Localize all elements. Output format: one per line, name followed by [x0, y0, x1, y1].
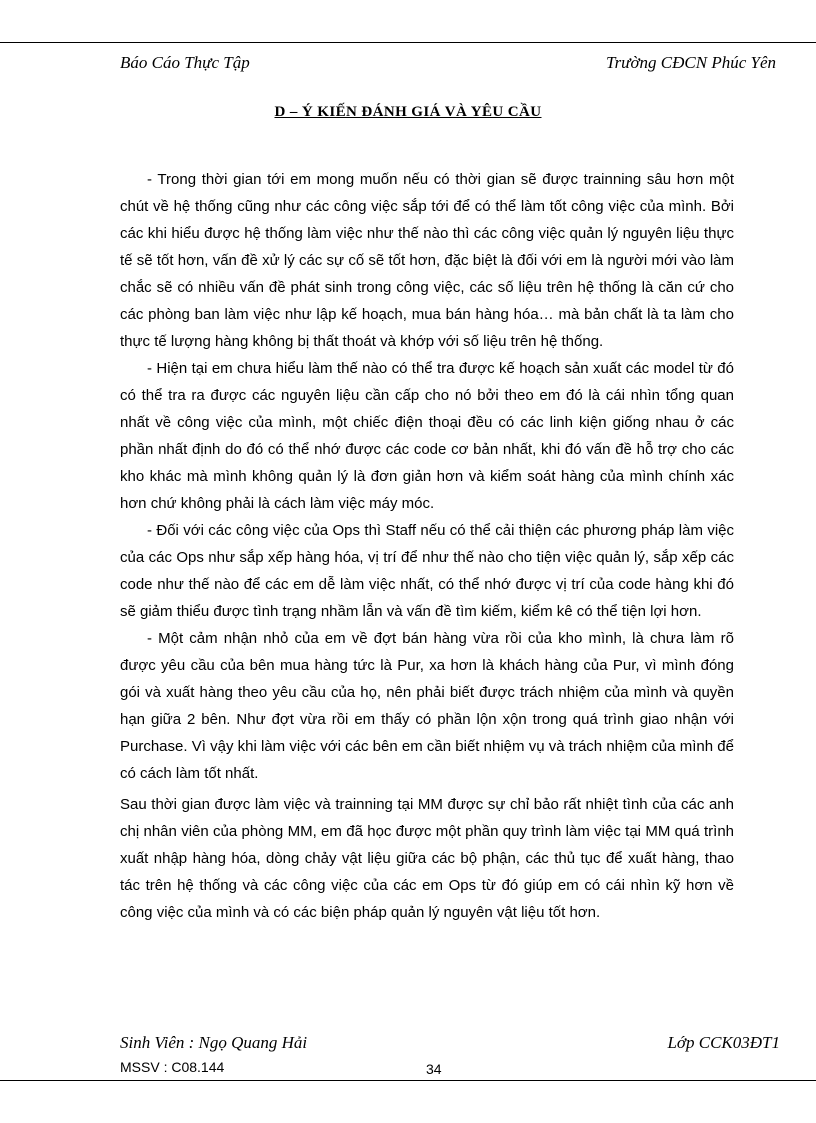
paragraph: - Một cảm nhận nhỏ của em về đợt bán hàng vừa rồi của kho mình, là chưa làm rõ được yêu cầu của bên mua hàng tức là Pur, xa hơn là khách hàng của Pur, vì mình đóng gói và xuất hàng theo yêu cầu của họ, nên phải biết được trách nhiệm của mình và quyền hạn giữa 2 bên. Như đợt vừa rồi em thấy có phần lộn xộn trong quá trình giao nhận với Purchase. Vì vậy khi làm việc với các bên em cần biết nhiệm vụ và trách nhiệm của mình để có cách làm tốt nhất.: [120, 630, 734, 782]
paragraph: - Trong thời gian tới em mong muốn nếu có thời gian sẽ được trainning sâu hơn một chút về hệ thống cũng như các công việc sắp tới để có thể làm tốt công việc của mình. Bởi các khi hiểu được hệ thống làm việc như thế nào thì các công việc quản lý nguyên liệu thực tế sẽ tốt hơn, vấn đề xử lý các sự cố sẽ tốt hơn, đặc biệt là đối với em là người mới vào làm chắc sẽ có nhiều vấn đề phát sinh trong công việc, các số liệu trên hệ thống là căn cứ cho các phòng ban làm việc như lập kế hoạch, mua bán hàng hóa… mà bản chất là ta làm cho thực tế lượng hàng không bị thất thoát và khớp với số liệu trên hệ thống.: [120, 171, 734, 350]
header-report-title: Báo Cáo Thực Tập: [120, 53, 250, 72]
page-number: 34: [426, 1061, 442, 1077]
closing-paragraph: Sau thời gian được làm việc và trainning tại MM được sự chỉ bảo rất nhiệt tình của các anh chị nhân viên của phòng MM, em đã học được một phần quy trình làm việc tại MM quá trình xuất nhập hàng hóa, dòng chảy vật liệu giữa các bộ phận, các thủ tục để xuất hàng, thao tác trên hệ thống và các công việc của các em Ops từ đó giúp em có cái nhìn kỹ hơn về công việc của mình và có các biện pháp quản lý nguyên vật liệu tốt hơn.: [120, 796, 734, 921]
paragraph: - Hiện tại em chưa hiểu làm thế nào có thể tra được kế hoạch sản xuất các model từ đó có thể tra ra được các nguyên liệu cần cấp cho nó bởi theo em đó là cái nhìn tổng quan nhất về công việc của mình, một chiếc điện thoại đều có các linh kiện giống nhau ở các phần nhất định do đó có thể nhớ được các code cơ bản nhất, khi đó vấn đề hỗ trợ cho các kho khác mà mình không quản lý là đơn giản hơn và kiểm soát hàng của mình chính xác hơn chứ không phải là cách làm việc máy móc.: [120, 360, 734, 512]
paragraph: - Đối với các công việc của Ops thì Staff nếu có thể cải thiện các phương pháp làm việc của các Ops như sắp xếp hàng hóa, vị trí để như thế nào cho tiện việc quản lý, sắp xếp các code như thế nào để các em dễ làm việc nhất, có thể nhớ được vị trí của code hàng khi đó sẽ giảm thiểu được tình trạng nhầm lẫn và vấn đề tìm kiếm, kiểm kê có thể tiện lợi hơn.: [120, 522, 734, 620]
footer-student-id: MSSV : C08.144: [120, 1059, 225, 1075]
header-school-name: Trường CĐCN Phúc Yên: [606, 53, 776, 72]
footer-rule: [0, 1080, 816, 1081]
footer-class: Lớp CCK03ĐT1: [667, 1033, 780, 1052]
section-title: D – Ý KIẾN ĐÁNH GIÁ VÀ YÊU CẦU: [274, 104, 542, 120]
footer-student-name: Sinh Viên : Ngọ Quang Hải: [120, 1033, 308, 1052]
body-text: [120, 166, 734, 926]
header-rule: [0, 42, 816, 43]
